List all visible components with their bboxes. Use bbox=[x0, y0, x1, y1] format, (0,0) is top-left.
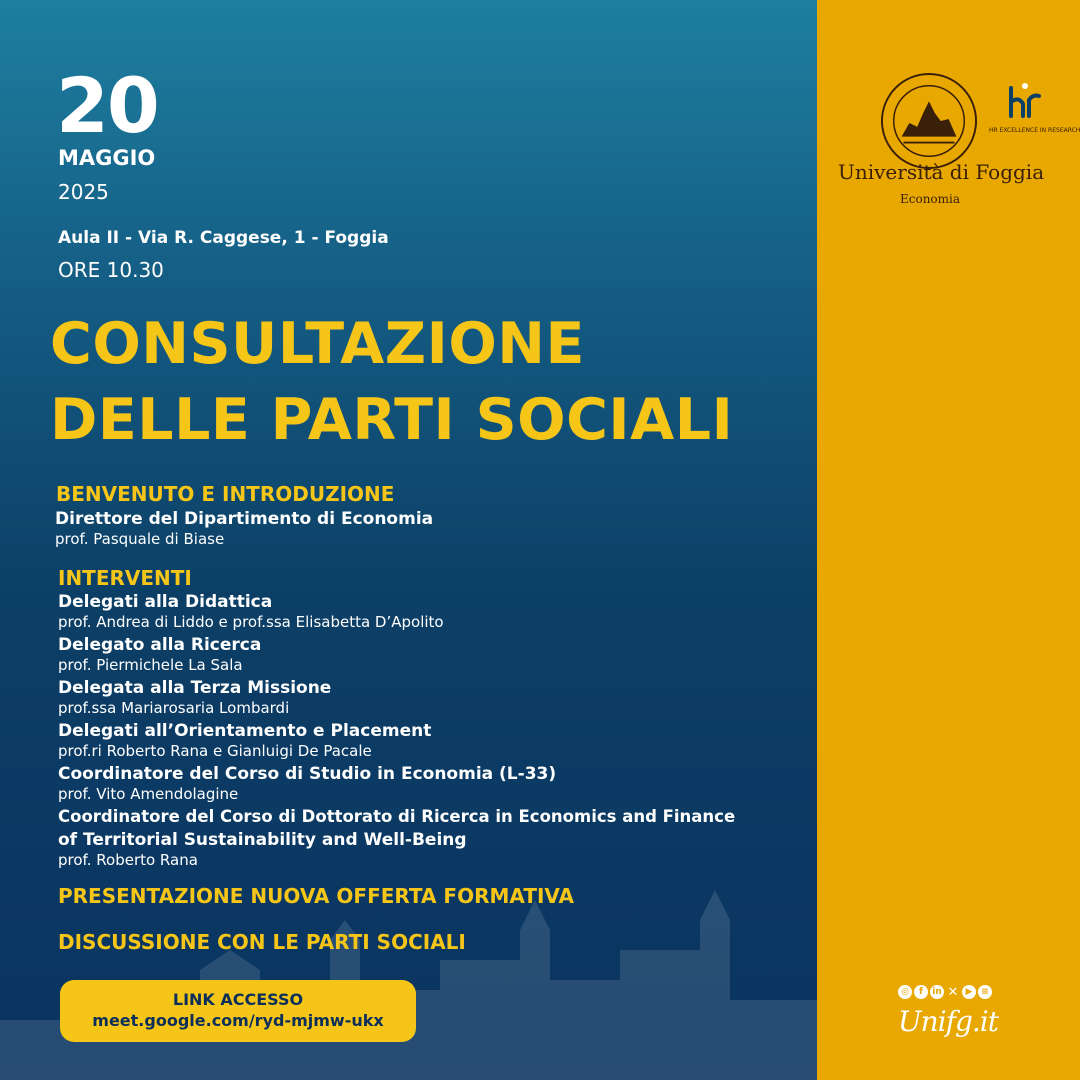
university-seal-icon bbox=[880, 72, 978, 170]
access-link-label: LINK ACCESSO bbox=[172, 990, 304, 1010]
intervento-name: prof. Vito Amendolagine bbox=[58, 785, 239, 803]
youtube-icon[interactable]: ▶ bbox=[962, 985, 976, 999]
discussione-heading: DISCUSSIONE CON LE PARTI SOCIALI bbox=[58, 930, 466, 954]
intervento-name: prof.ssa Mariarosaria Lombardi bbox=[58, 699, 290, 717]
intervento-name: prof. Andrea di Liddo e prof.ssa Elisabetta D’Apolito bbox=[58, 613, 444, 631]
welcome-name: prof. Pasquale di Biase bbox=[55, 530, 225, 548]
access-link-url[interactable]: meet.google.com/ryd-mjmw-ukx bbox=[92, 1011, 384, 1030]
intervento-name: prof. Roberto Rana bbox=[58, 851, 198, 869]
event-title-line1: CONSULTAZIONE bbox=[50, 311, 585, 377]
hr-logo-text: HR EXCELLENCE IN RESEARCH bbox=[989, 127, 1080, 134]
intervento-role: Delegati alla Didattica bbox=[58, 592, 273, 612]
interventi-heading: INTERVENTI bbox=[58, 566, 192, 590]
welcome-heading: BENVENUTO E INTRODUZIONE bbox=[56, 482, 395, 506]
intervento-role: Delegati all’Orientamento e Placement bbox=[58, 721, 432, 741]
event-venue: Aula II - Via R. Caggese, 1 - Foggia bbox=[58, 228, 389, 248]
facebook-icon[interactable]: f bbox=[914, 985, 928, 999]
intervento-role-cont: of Territorial Sustainability and Well-Being bbox=[58, 830, 467, 850]
intervento-name: prof. Piermichele La Sala bbox=[58, 656, 243, 674]
hr-excellence-icon bbox=[985, 80, 1080, 140]
event-time: ORE 10.30 bbox=[58, 258, 164, 282]
intervento-name: prof.ri Roberto Rana e Gianluigi De Pacale bbox=[58, 742, 372, 760]
intervento-role: Delegato alla Ricerca bbox=[58, 635, 262, 655]
event-title-line2: DELLE PARTI SOCIALI bbox=[50, 387, 734, 453]
event-day: 20 bbox=[56, 61, 158, 150]
university-name: Università di Foggia bbox=[838, 160, 1045, 184]
event-year: 2025 bbox=[58, 180, 109, 204]
presentazione-heading: PRESENTAZIONE NUOVA OFFERTA FORMATIVA bbox=[58, 884, 575, 908]
social-icons-row bbox=[898, 985, 992, 999]
linkedin-icon[interactable]: in bbox=[930, 985, 944, 999]
welcome-role: Direttore del Dipartimento di Economia bbox=[55, 509, 434, 529]
intervento-role: Coordinatore del Corso di Dottorato di Ricerca in Economics and Finance bbox=[58, 807, 736, 826]
event-month: MAGGIO bbox=[58, 146, 156, 170]
department-name: Economia bbox=[900, 192, 961, 206]
intervento-role: Delegata alla Terza Missione bbox=[58, 678, 332, 698]
access-link-box[interactable] bbox=[60, 980, 416, 1042]
x-icon[interactable]: ✕ bbox=[947, 984, 959, 1000]
intervento-role: Coordinatore del Corso di Studio in Economia (L-33) bbox=[58, 764, 557, 784]
footer-brand[interactable]: Unifg.it bbox=[898, 1005, 998, 1038]
instagram-icon[interactable]: ◎ bbox=[898, 985, 912, 999]
spotify-icon[interactable]: ≡ bbox=[978, 985, 992, 999]
